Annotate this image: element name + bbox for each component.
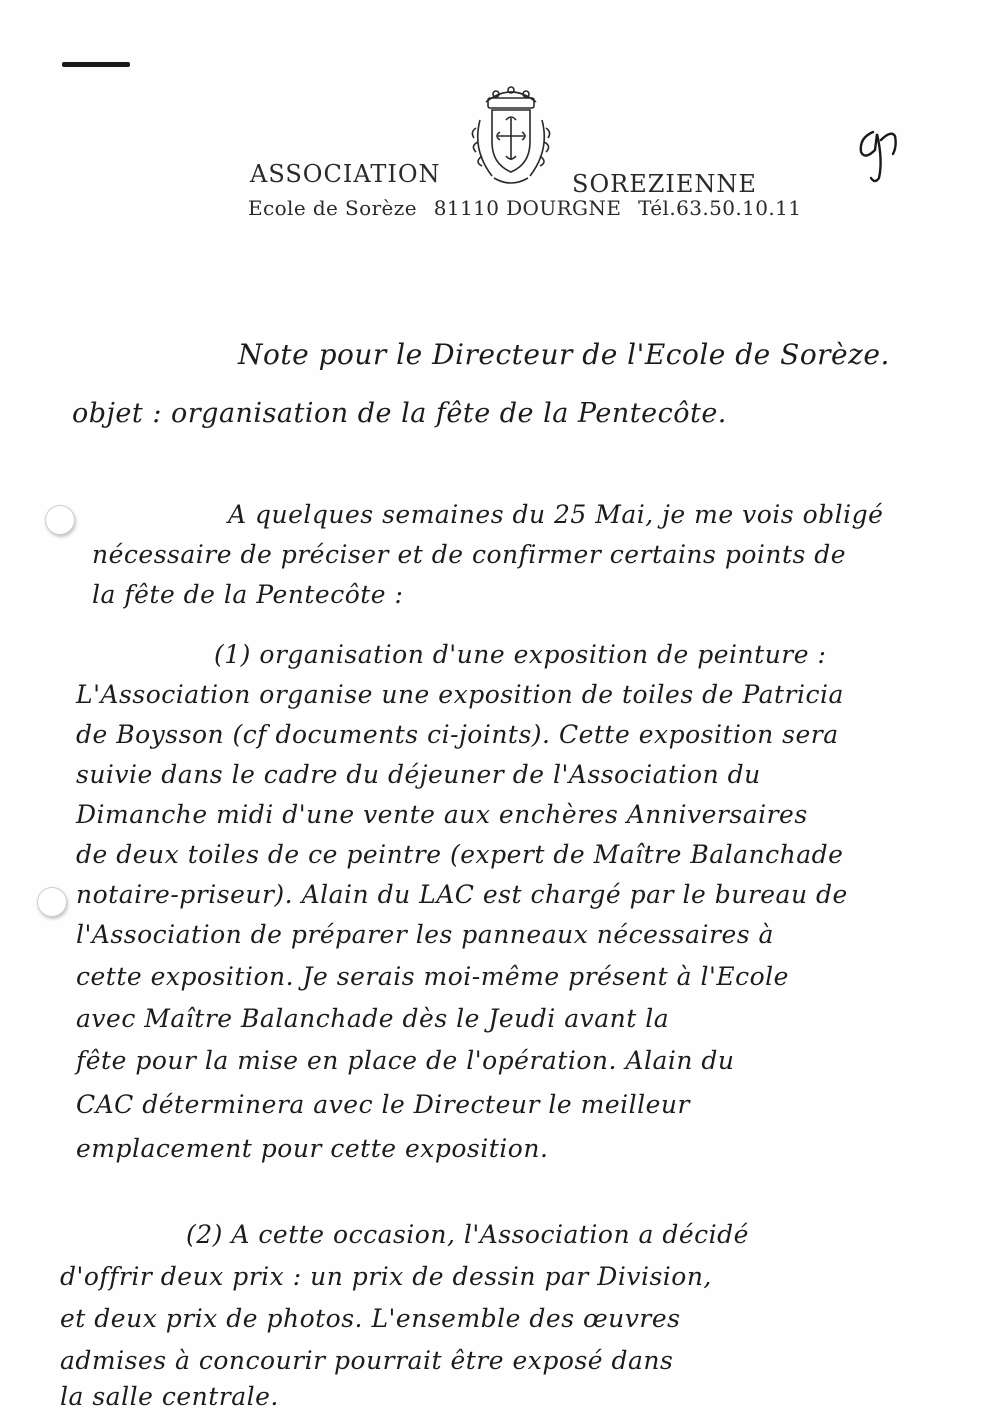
section-2-line: d'offrir deux prix : un prix de dessin par Division, (60, 1262, 712, 1291)
section-1-line: l'Association de préparer les panneaux nécessaires à (76, 920, 774, 949)
section-2-first-line: A cette occasion, l'Association a décidé (231, 1220, 749, 1249)
section-1-heading (214, 640, 826, 669)
intro-line-1: A quelques semaines du 25 Mai, je me vois obligé (228, 500, 884, 529)
corner-dash-mark (62, 62, 130, 67)
section-1-line: CAC déterminera avec le Directeur le meilleur (76, 1090, 690, 1119)
address-school: Ecole de Sorèze (248, 196, 417, 220)
section-1-line: avec Maître Balanchade dès le Jeudi avant la (76, 1004, 670, 1033)
section-1-title: organisation d'une exposition de peinture : (259, 640, 827, 669)
section-2-line: admises à concourir pourrait être exposé dans (60, 1346, 674, 1375)
letterhead-address (248, 196, 811, 220)
punch-hole (46, 506, 74, 534)
section-1-line: fête pour la mise en place de l'opération. Alain du (76, 1046, 735, 1075)
note-object: objet : organisation de la fête de la Pentecôte. (72, 398, 727, 429)
section-1-number: (1) (214, 640, 251, 669)
section-2-line: la salle centrale. (60, 1382, 279, 1411)
letterhead-name-left: ASSOCIATION (250, 160, 441, 188)
crowned-crest-seal-icon (466, 80, 556, 190)
intro-line-3: la fête de la Pentecôte : (92, 580, 404, 609)
letterhead-name-right: SOREZIENNE (572, 170, 757, 198)
section-2-heading (186, 1220, 749, 1249)
address-city: 81110 DOURGNE (433, 196, 622, 220)
section-1-line: de Boysson (cf documents ci-joints). Cette exposition sera (76, 720, 839, 749)
section-1-line: de deux toiles de ce peintre (expert de Maître Balanchade (76, 840, 844, 869)
section-1-line: emplacement pour cette exposition. (76, 1134, 549, 1163)
section-1-line: L'Association organise une exposition de toiles de Patricia (76, 680, 844, 709)
handwritten-initials-icon (855, 120, 900, 185)
intro-line-2: nécessaire de préciser et de confirmer certains points de (92, 540, 847, 569)
section-1-line: cette exposition. Je serais moi-même présent à l'Ecole (76, 962, 789, 991)
punch-hole (38, 888, 66, 916)
section-1-line: suivie dans le cadre du déjeuner de l'Association du (76, 760, 761, 789)
section-1-line: Dimanche midi d'une vente aux enchères Anniversaires (76, 800, 808, 829)
section-2-number: (2) (186, 1220, 223, 1249)
section-2-line: et deux prix de photos. L'ensemble des œuvres (60, 1304, 681, 1333)
note-title: Note pour le Directeur de l'Ecole de Sorèze. (238, 338, 890, 371)
section-1-line: notaire-priseur). Alain du LAC est chargé par le bureau de (76, 880, 848, 909)
address-phone: Tél.63.50.10.11 (638, 196, 802, 220)
